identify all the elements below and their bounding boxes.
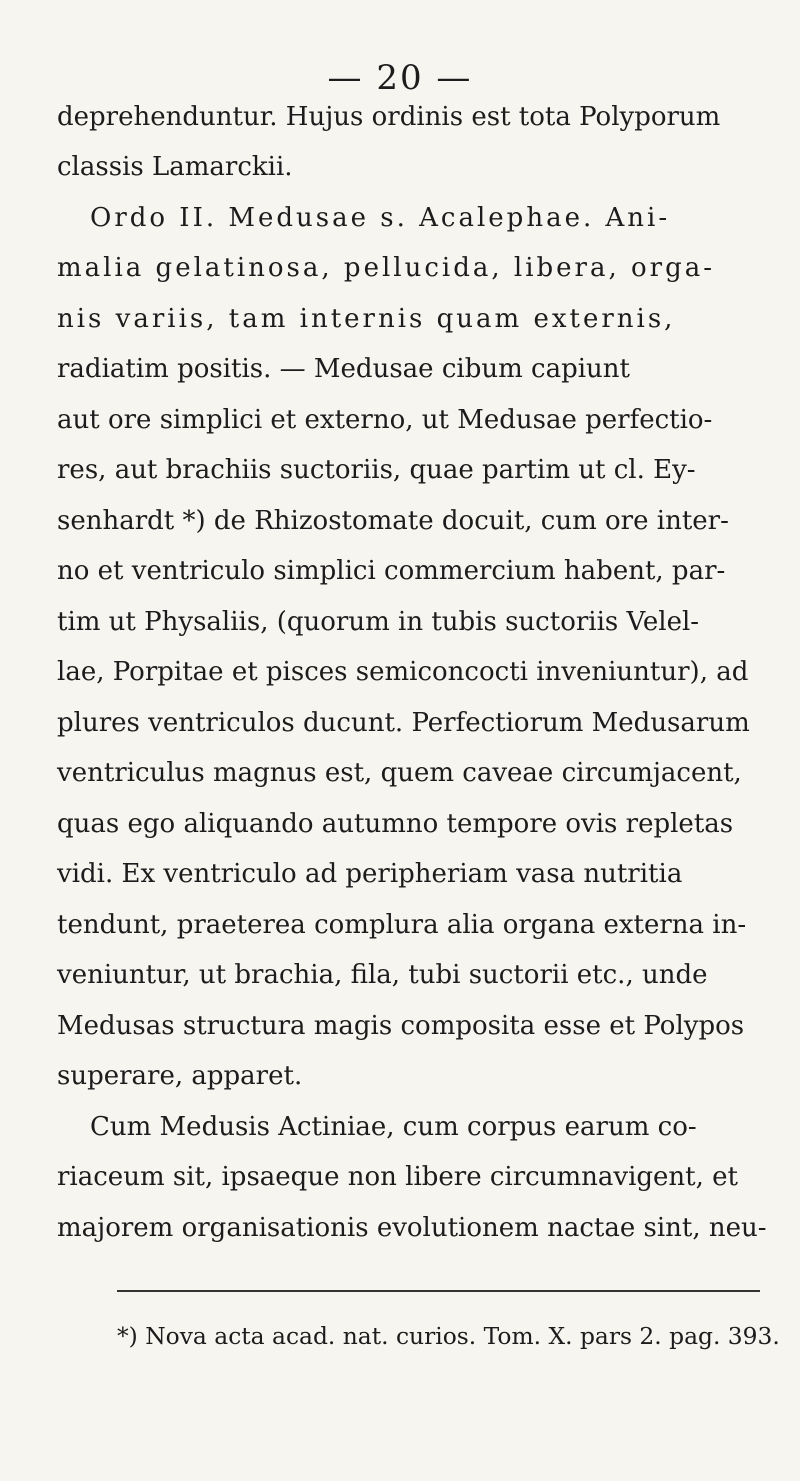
text-line-3: Ordo II. Medusae s. Acalephae. Ani- [90, 203, 671, 233]
page-number: — 20 — [327, 58, 473, 98]
text-line-14: ventriculus magnus est, quem caveae circumjacent, [57, 758, 742, 788]
text-line-4: malia gelatinosa, pellucida, libera, orga- [57, 253, 716, 283]
text-line-16: vidi. Ex ventriculo ad peripheriam vasa nutritia [57, 859, 683, 889]
text-line-15: quas ego aliquando autumno tempore ovis repletas [57, 809, 734, 839]
text-line-8: res, aut brachiis suctoriis, quae partim ut cl. Ey- [57, 455, 696, 485]
text-line-10: no et ventriculo simplici commercium habent, par- [57, 556, 726, 586]
text-line-5: nis variis, tam internis quam externis, [57, 304, 676, 334]
text-line-23: majorem organisationis evolutionem nactae sint, neu- [57, 1213, 767, 1243]
text-line-18: veniuntur, ut brachia, fila, tubi suctorii etc., unde [57, 960, 708, 990]
text-line-7: aut ore simplici et externo, ut Medusae perfectio- [57, 405, 713, 435]
text-line-1: deprehenduntur. Hujus ordinis est tota Polyporum [57, 102, 721, 132]
text-line-2: classis Lamarckii. [57, 152, 293, 182]
text-line-22: riaceum sit, ipsaeque non libere circumnavigent, et [57, 1162, 738, 1192]
footnote: *) Nova acta acad. nat. curios. Tom. X. pars 2. pag. 393. [117, 1322, 780, 1350]
text-line-6: radiatim positis. — Medusae cibum capiunt [57, 354, 630, 384]
text-line-13: plures ventriculos ducunt. Perfectiorum Medusarum [57, 708, 750, 738]
text-line-12: lae, Porpitae et pisces semiconcocti inveniuntur), ad [57, 657, 749, 687]
text-line-11: tim ut Physaliis, (quorum in tubis suctoriis Velel- [57, 607, 700, 637]
text-line-9: senhardt *) de Rhizostomate docuit, cum ore inter- [57, 506, 729, 536]
text-line-19: Medusas structura magis composita esse et Polypos [57, 1011, 745, 1041]
text-line-21: Cum Medusis Actiniae, cum corpus earum co- [90, 1112, 697, 1142]
text-line-17: tendunt, praeterea complura alia organa externa in- [57, 910, 747, 940]
text-line-20: superare, apparet. [57, 1061, 303, 1091]
footnote-divider [117, 1290, 760, 1292]
